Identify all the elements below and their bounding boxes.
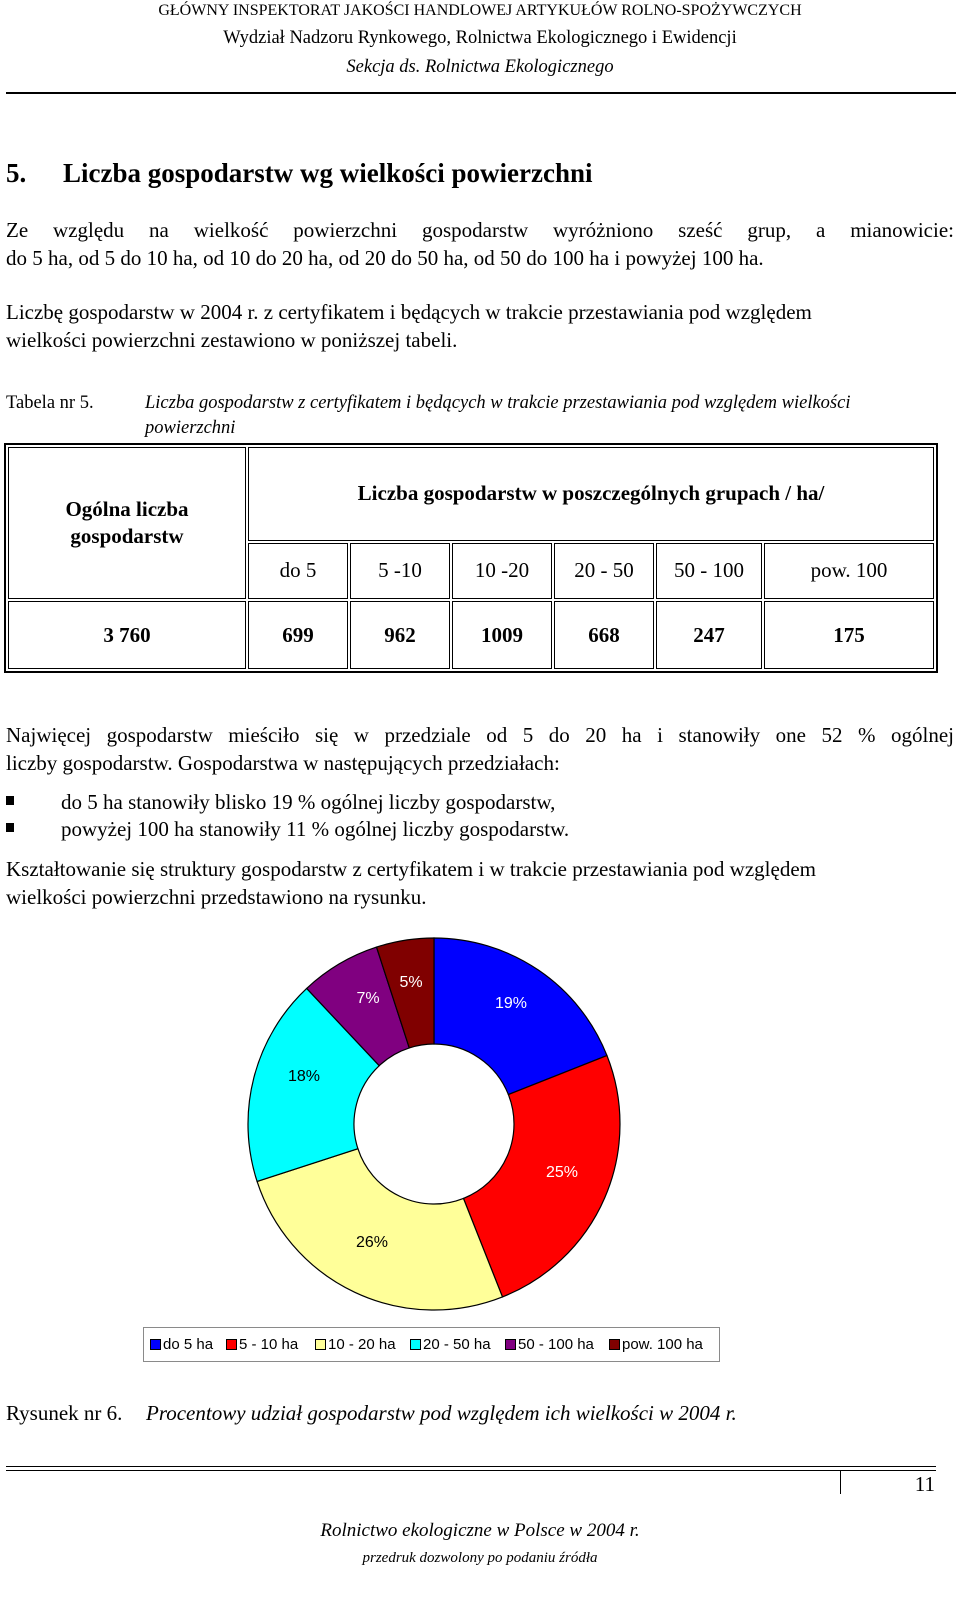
slice-data-label: 25% [545,1164,579,1182]
legend-swatch [315,1339,326,1350]
chart-legend [143,1327,720,1362]
paragraph-line: Liczbę gospodarstw w 2004 r. z certyfikatem i będących w trakcie przestawiania pod względem [6,300,812,324]
table-value: 668 [554,601,654,669]
slice-data-label: 5% [399,974,423,992]
table-value: 962 [350,601,450,669]
figure-caption-label: Rysunek nr 6. [6,1401,123,1425]
table-value: 175 [764,601,934,669]
paragraph-line: liczby gospodarstw. Gospodarstwa w następujących przedziałach: [6,751,560,775]
table-value: 247 [656,601,762,669]
table-caption-label: Tabela nr 5. [6,393,94,413]
legend-swatch [505,1339,516,1350]
table-column-header: 50 - 100 [656,543,762,599]
table-caption [0,391,960,443]
legend-label: do 5 ha [163,1336,214,1353]
bullet-item [6,815,906,843]
figure-caption-text: Procentowy udział gospodarstw pod względem ich wielkości w 2004 r. [146,1401,737,1425]
legend-label: 20 - 50 ha [423,1336,491,1353]
table-value: 699 [248,601,348,669]
paragraph-chart-intro [6,855,954,911]
header-rule [6,92,956,94]
table-column-header: 10 -20 [452,543,552,599]
paragraph-line: do 5 ha, od 5 do 10 ha, od 10 do 20 ha, od 20 do 50 ha, od 50 do 100 ha i powyżej 100 ha. [6,246,764,270]
footer-rule [6,1470,936,1471]
table-column-header: 20 - 50 [554,543,654,599]
table-caption-text: Liczba gospodarstw z certyfikatem i będących w trakcie przestawiania pod względem wielkości powierzchni [145,393,851,438]
paragraph-line: wielkości powierzchni zestawiono w poniższej tabeli. [6,328,458,352]
legend-label: 50 - 100 ha [518,1336,594,1353]
legend-label: pow. 100 ha [622,1336,703,1353]
section-heading [6,158,593,189]
bullet-item [6,788,906,816]
bullet-text: powyżej 100 ha stanowiły 11 % ogólnej liczby gospodarstw. [61,817,570,841]
page-number: 11 [840,1470,935,1494]
legend-label: 5 - 10 ha [239,1336,299,1353]
paragraph-line: Kształtowanie się struktury gospodarstw z certyfikatem i w trakcie przestawiania pod względem [6,857,816,881]
legend-swatch [226,1339,237,1350]
section-number: 5. [6,158,27,188]
bullet-marker-icon [6,823,14,832]
paragraph-summary [6,721,954,777]
slice-data-label: 26% [355,1234,389,1252]
header-department: Wydział Nadzoru Rynkowego, Rolnictwa Ekologicznego i Ewidencji [223,28,737,48]
paragraph-line: wielkości powierzchni przedstawiono na rysunku. [6,885,427,909]
slice-data-label: 7% [356,990,380,1008]
footer-note: przedruk dozwolony po podaniu źródła [362,1550,598,1566]
figure-caption [6,1401,737,1426]
table-header-total: Ogólna liczba gospodarstw [8,447,246,599]
footer-title: Rolnictwo ekologiczne w Polsce w 2004 r. [320,1520,640,1541]
table-column-header: pow. 100 [764,543,934,599]
bullet-text: do 5 ha stanowiły blisko 19 % ogólnej liczby gospodarstw, [61,790,556,814]
legend-swatch [150,1339,161,1350]
donut-chart [0,920,960,1320]
bullet-marker-icon [6,796,14,805]
header-section: Sekcja ds. Rolnictwa Ekologicznego [346,57,614,77]
donut-slice [257,1149,502,1310]
table-value: 1009 [452,601,552,669]
header-organization: GŁÓWNY INSPEKTORAT JAKOŚCI HANDLOWEJ ARTYKUŁÓW ROLNO-SPOŻYWCZYCH [158,2,802,19]
legend-label: 10 - 20 ha [328,1336,396,1353]
paragraph-line: Najwięcej gospodarstw mieściło się w przedziale od 5 do 20 ha i stanowiły one 52 % ogólnej [6,723,954,747]
table-total-value: 3 760 [8,601,246,669]
footer-rule [6,1466,936,1467]
legend-swatch [609,1339,620,1350]
slice-data-label: 18% [287,1068,321,1086]
table-column-header: do 5 [248,543,348,599]
paragraph-table-intro [6,298,954,354]
legend-swatch [410,1339,421,1350]
section-title: Liczba gospodarstw wg wielkości powierzchni [63,158,593,188]
table-column-header: 5 -10 [350,543,450,599]
farms-by-area-table [4,443,938,673]
paragraph-line: Ze względu na wielkość powierzchni gospodarstw wyróżniono sześć grup, a mianowicie: [6,218,954,242]
paragraph-groups [6,216,954,272]
slice-data-label: 19% [494,995,528,1013]
table-header-groups: Liczba gospodarstw w poszczególnych grupach / ha/ [248,447,934,541]
